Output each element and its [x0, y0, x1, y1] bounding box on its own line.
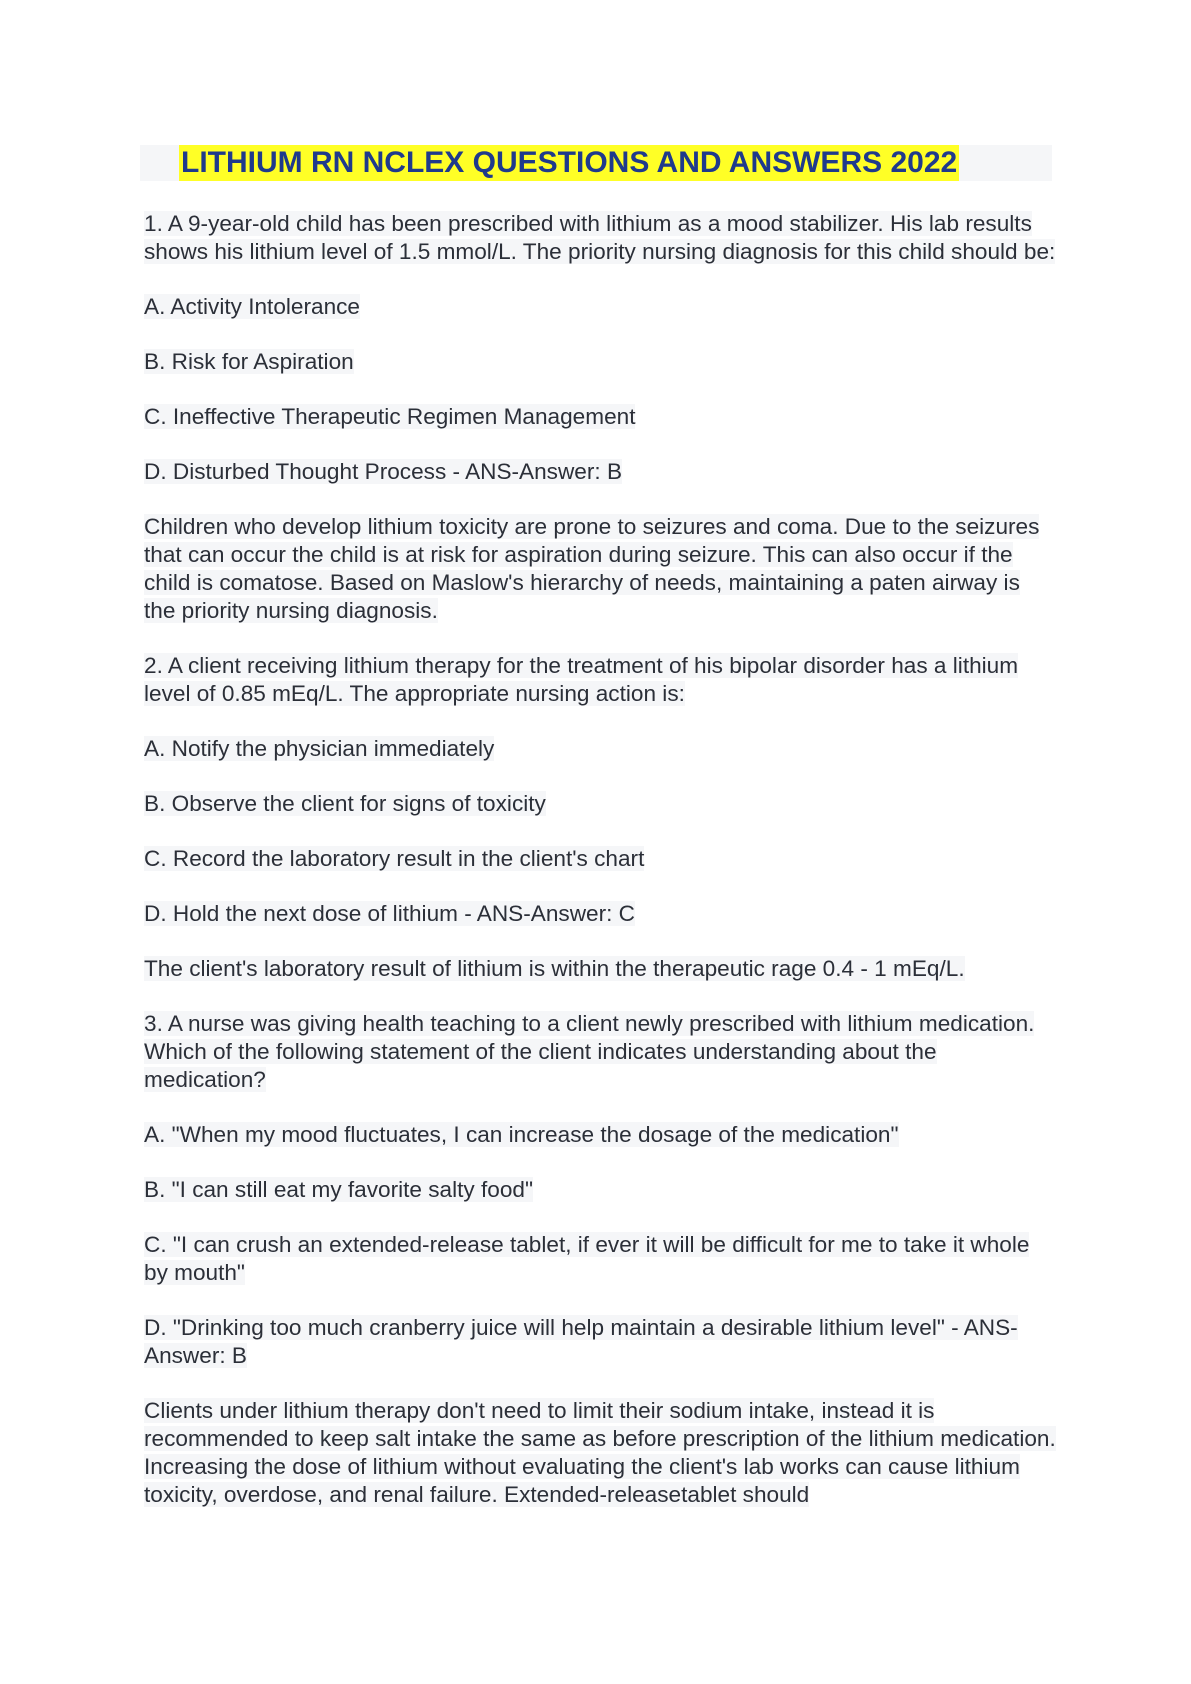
question-1-option-c: C. Ineffective Therapeutic Regimen Management: [144, 404, 636, 429]
question-1-option-d: D. Disturbed Thought Process - ANS-Answer: B: [144, 459, 623, 484]
question-1-option-b: B. Risk for Aspiration: [144, 349, 354, 374]
question-3-option-c: C. "I can crush an extended-release tablet, if ever it will be difficult for me to take it whole by mouth": [144, 1232, 1030, 1285]
question-1-rationale: Children who develop lithium toxicity are prone to seizures and coma. Due to the seizures that can occur the child is at risk for aspiration during seizure. This can also occur if the child is comatose. Based on Maslow's hierarchy of needs, maintaining a paten airway is the priority nursing diagnosis.: [144, 514, 1040, 623]
question-2-option-d: D. Hold the next dose of lithium - ANS-Answer: C: [144, 901, 635, 926]
question-3-option-b: B. "I can still eat my favorite salty food": [144, 1177, 533, 1202]
question-3-option-d: D. "Drinking too much cranberry juice will help maintain a desirable lithium level" - ANS-Answer: B: [144, 1315, 1018, 1368]
question-2: 2. A client receiving lithium therapy for the treatment of his bipolar disorder has a lithium level of 0.85 mEq/L. The appropriate nursing action is:: [144, 653, 1019, 706]
question-2-option-b: B. Observe the client for signs of toxicity: [144, 791, 546, 816]
document-title: LITHIUM RN NCLEX QUESTIONS AND ANSWERS 2022: [181, 146, 958, 179]
question-2-option-a: A. Notify the physician immediately: [144, 736, 495, 761]
question-1-option-a: A. Activity Intolerance: [144, 294, 360, 319]
question-1: 1. A 9-year-old child has been prescribed with lithium as a mood stabilizer. His lab results shows his lithium level of 1.5 mmol/L. The priority nursing diagnosis for this child should be:: [144, 211, 1056, 264]
question-3-option-a: A. "When my mood fluctuates, I can increase the dosage of the medication": [144, 1122, 899, 1147]
question-2-option-c: C. Record the laboratory result in the client's chart: [144, 846, 645, 871]
question-3: 3. A nurse was giving health teaching to a client newly prescribed with lithium medication. Which of the following statement of the client indicates understanding about the medication?: [144, 1011, 1035, 1092]
document-body: [144, 210, 1056, 1536]
question-2-rationale: The client's laboratory result of lithium is within the therapeutic rage 0.4 - 1 mEq/L.: [144, 956, 965, 981]
question-3-rationale: Clients under lithium therapy don't need to limit their sodium intake, instead it is recommended to keep salt intake the same as before prescription of the lithium medication. Increasing the dose of lithium without evaluating the client's lab works can cause lithium toxicity, overdose, and renal failure. Extended-releasetablet should: [144, 1398, 1056, 1507]
